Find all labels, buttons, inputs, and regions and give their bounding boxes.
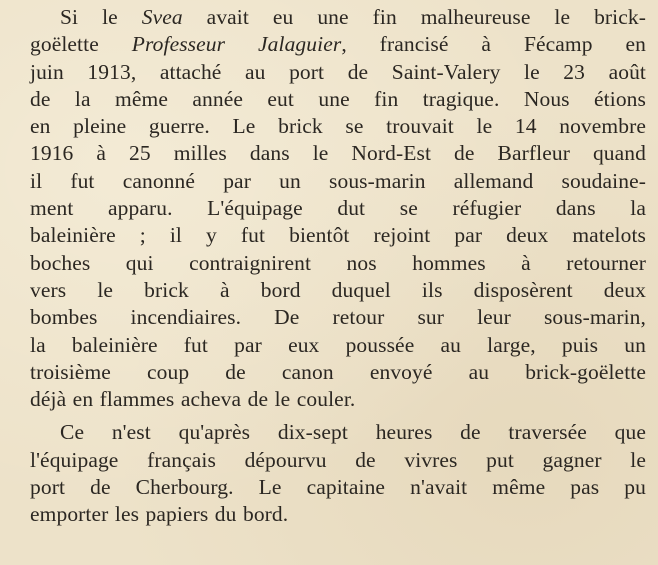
text-segment: 1916 à 25 milles dans le Nord-Est de Barfleur quand (30, 141, 646, 166)
text-line (30, 31, 646, 58)
text-segment: déjà en flammes acheva de le couler. (30, 387, 356, 412)
text-segment: Si le (60, 5, 142, 29)
text-segment: l'équipage français dépourvu de vivres put gagner le (30, 447, 646, 472)
paragraph (30, 4, 646, 413)
text-line (30, 195, 646, 222)
text-line (30, 168, 646, 195)
text-segment: bombes incendiaires. De retour sur leur sous-marin, (30, 305, 646, 330)
text-segment: en pleine guerre. Le brick se trouvait le 14 novembre (30, 114, 646, 139)
text-line (30, 447, 646, 474)
text-segment: ment apparu. L'équipage dut se réfugier dans la (30, 196, 646, 221)
text-segment: , francisé à Fécamp en (341, 32, 646, 57)
text-segment: baleinière ; il y fut bientôt rejoint par deux matelots (30, 223, 646, 248)
text-line (30, 332, 646, 359)
text-line (30, 222, 646, 249)
text-segment: de la même année eut une fin tragique. Nous étions (30, 86, 646, 111)
italic-title: Svea (141, 5, 183, 29)
text-line (30, 474, 646, 501)
text-segment: il fut canonné par un sous-marin allemand soudaine- (30, 168, 646, 193)
text-segment: troisième coup de canon envoyé au brick-goëlette (30, 359, 646, 384)
text-segment: vers le brick à bord duquel ils disposèrent deux (30, 277, 646, 302)
paragraph (30, 419, 646, 528)
text-line (30, 250, 646, 277)
text-line (30, 140, 646, 167)
text-segment: port de Cherbourg. Le capitaine n'avait même pas pu (30, 475, 646, 500)
text-segment: avait eu une fin malheureuse le brick- (182, 5, 647, 29)
text-segment: emporter les papiers du bord. (30, 502, 289, 527)
text-body (30, 4, 646, 529)
text-segment: juin 1913, attaché au port de Saint-Valery le 23 août (30, 59, 646, 84)
text-line (30, 4, 646, 31)
text-line (30, 419, 646, 446)
italic-title: Professeur Jalaguier (131, 32, 342, 57)
text-line (30, 277, 646, 304)
text-segment: goëlette (30, 32, 132, 57)
text-line (30, 86, 646, 113)
text-line (30, 113, 646, 140)
text-segment: boches qui contraignirent nos hommes à retourner (30, 250, 646, 275)
text-segment: la baleinière fut par eux poussée au large, puis un (30, 332, 646, 357)
text-line (30, 59, 646, 86)
text-line (30, 501, 646, 528)
text-line (30, 304, 646, 331)
text-line (30, 386, 646, 413)
text-segment: Ce n'est qu'après dix-sept heures de traversée que (60, 420, 646, 445)
text-line (30, 359, 646, 386)
